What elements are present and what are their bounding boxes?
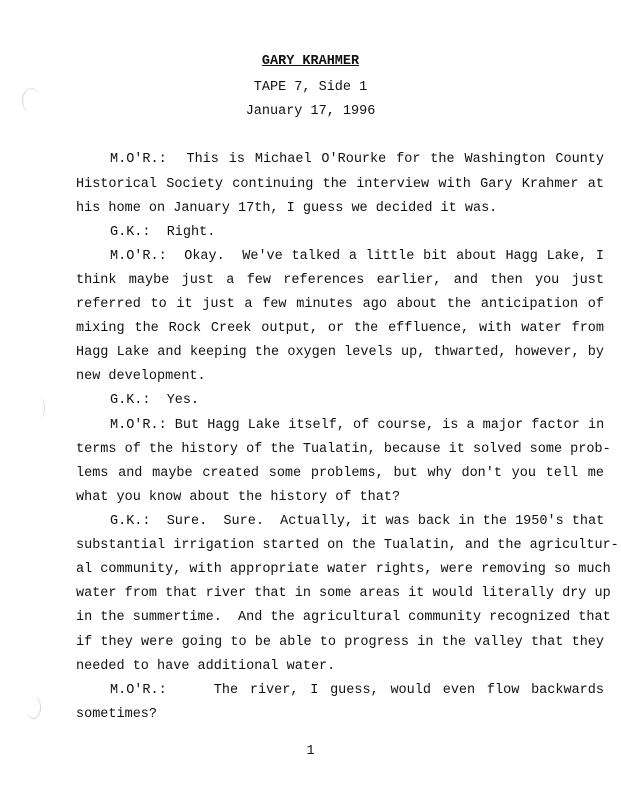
transcript-line: substantial irrigation started on the Tualatin, and the agricultur- [76, 538, 619, 553]
transcript-line: what you know about the history of that? [76, 490, 401, 505]
transcript-line: terms of the history of the Tualatin, because it solved some prob- [76, 442, 611, 457]
transcript-line: M.O'R.: The river, I guess, would even flow backwards [110, 683, 604, 698]
transcript-line: think maybe just a few references earlier, and then you just [76, 273, 604, 288]
transcript-line: if they were going to be able to progress in the valley that they [76, 635, 604, 650]
transcript-line: M.O'R.: But Hagg Lake itself, of course, is a major factor in [110, 418, 605, 433]
transcript-line: lems and maybe created some problems, but why don't you tell me [76, 466, 604, 481]
transcript-line: Historical Society continuing the interview with Gary Krahmer at [76, 177, 604, 192]
transcript-line: G.K.: Right. [110, 225, 216, 240]
transcript-line: new development. [76, 369, 206, 384]
transcript-line: referred to it just a few minutes ago about the anticipation of [76, 297, 604, 312]
transcript-line: in the summertime. And the agricultural community recognized that [76, 610, 611, 625]
page-number: 1 [306, 744, 315, 759]
transcript-line: M.O'R.: This is Michael O'Rourke for the Washington County [110, 152, 604, 167]
transcript-line: mixing the Rock Creek output, or the effluence, with water from [76, 321, 604, 336]
binder-hole-mark [26, 696, 41, 719]
transcript-line: needed to have additional water. [76, 659, 336, 674]
interview-date: January 17, 1996 [245, 104, 376, 119]
transcript-line: M.O'R.: Okay. We've talked a little bit about Hagg Lake, I [110, 249, 604, 264]
tape-label: TAPE 7, Side 1 [253, 80, 368, 95]
transcript-line: al community, with appropriate water rights, were removing so much [76, 562, 611, 577]
transcript-line: his home on January 17th, I guess we decided it was. [76, 201, 498, 216]
transcript-line: sometimes? [76, 707, 158, 722]
transcript-line: Hagg Lake and keeping the oxygen levels up, thwarted, however, by [76, 345, 604, 360]
transcript-line: water from that river that in some areas it would literally dry up [76, 586, 611, 601]
transcript-line: G.K.: Yes. [110, 393, 200, 408]
transcript-line: G.K.: Sure. Sure. Actually, it was back in the 1950's that [110, 514, 605, 529]
binder-hole-mark [34, 398, 45, 418]
interviewee-name: GARY KRAHMER [261, 54, 360, 69]
